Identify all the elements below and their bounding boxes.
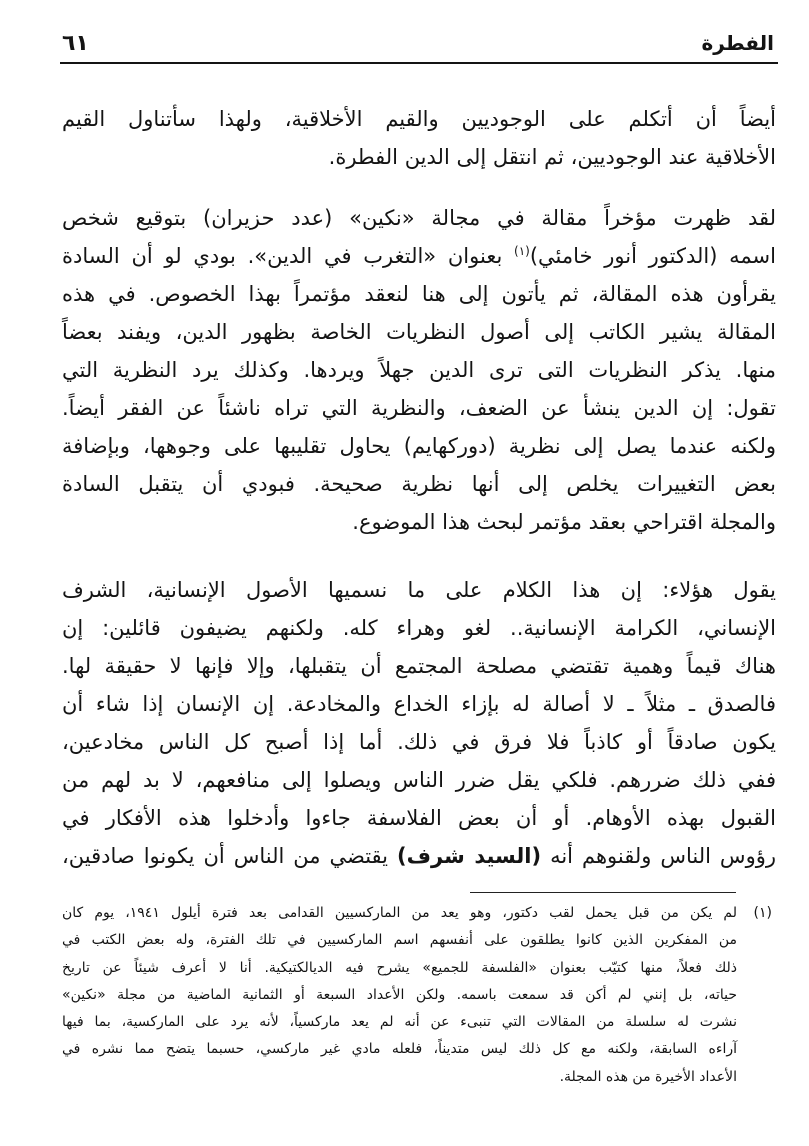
p1-line-1 (62, 100, 776, 138)
p3-line-2 (62, 609, 776, 647)
line-segment: اسمه (الدكتور أنور خامئي) (529, 244, 776, 268)
line-segment: رؤوس الناس ولقنوهم أنه (541, 844, 776, 868)
p2-line-6 (62, 389, 776, 427)
running-header (62, 26, 774, 60)
p3-line-8 (62, 837, 776, 875)
footnote-separator (470, 892, 736, 893)
p3-line-4 (62, 685, 776, 723)
p2-line-1 (62, 199, 776, 237)
line-text: بعض التغييرات يخلص إلى أنها نظرية صحيحة. فبودي أن يتقبل السادة (62, 472, 776, 496)
footnote-line-3 (62, 955, 737, 982)
p2-line-8 (62, 465, 776, 503)
line-text: نشرت له سلسلة من المقالات التي تنبىء عن أنه لم يعد ماركسياً، لأنه يرد على الماركسية، بما فيها (62, 1014, 737, 1031)
paragraph-2 (62, 199, 776, 541)
paragraph-1 (62, 100, 776, 176)
line-text: الأخلاقية عند الوجوديين، ثم انتقل إلى الدين الفطرة. (328, 145, 776, 169)
line-text: يقرأون هذه المقالة، ثم يأتون إلى هنا لنعقد مؤتمراً بهذا الخصوص. في هذه (62, 282, 776, 306)
footnote-reference: (١) (514, 244, 530, 258)
line-text: والمجلة اقتراحي بعقد مؤتمر لبحث هذا الموضوع. (352, 510, 776, 534)
p2-line-2 (62, 237, 776, 275)
line-text: آراءه السابقة، ولكنه مع كل ذلك ليس متديناً، فلعله مادي غير ماركسي، حسبما يتضح مما نشره في (62, 1041, 737, 1058)
line-text: ولكنه عندما يصل إلى نظرية (دوركهايم) يحاول تقليبها على وجوهها، وبإضافة (62, 434, 776, 458)
line-text: يقول هؤلاء: إن هذا الكلام على ما نسميها الأصول الإنسانية، الشرف (62, 578, 776, 602)
paragraph-3 (62, 571, 776, 875)
line-segment: بعنوان «التغرب في الدين». بودي لو أن السادة (62, 244, 515, 268)
p2-line-4 (62, 313, 776, 351)
p3-line-5 (62, 723, 776, 761)
footnote (62, 900, 737, 1091)
line-text: لقد ظهرت مؤخراً مقالة في مجالة «نكين» (عدد حزيران) بتوقيع شخص (62, 206, 776, 230)
line-text (62, 844, 776, 868)
page-number: ٦١ (62, 30, 89, 56)
p2-line-7 (62, 427, 776, 465)
footnote-line-6 (62, 1036, 737, 1063)
line-text: حياته، بل إنني لم أكن قد سمعت باسمه. ولكن الأعداد السبعة أو الثمانية الماضية من مجلة «نكين» (62, 986, 737, 1003)
p3-line-3 (62, 647, 776, 685)
p3-line-6 (62, 761, 776, 799)
line-text: الإنساني، الكرامة الإنسانية.. لغو وهراء كله. ولكنهم يضيفون قائلين: إن (62, 616, 776, 640)
line-text: فالصدق ـ مثلاً ـ لا أصالة له بإزاء الخداع والمخادعة. إن الإنسان إذا شاء أن (62, 692, 776, 716)
line-text: من المفكرين الذين كانوا يطلقون على أنفسهم اسم الماركسيين في تلك الفترة، وله بعض الكتب في (62, 932, 737, 949)
footnote-line-5 (62, 1009, 737, 1036)
footnote-line-4 (62, 982, 737, 1009)
line-text: أيضاً أن أتكلم على الوجوديين والقيم الأخلاقية، ولهذا سأتناول القيم (62, 107, 776, 131)
line-text: هناك قيماً وهمية تقتضي مصلحة المجتمع أن يتقبلها، وإلا فإنها لا حقيقة لها. (62, 654, 776, 678)
footnote-line-2 (62, 927, 737, 954)
p2-line-5 (62, 351, 776, 389)
line-text: لم يكن من قبل يحمل لقب دكتور، وهو يعد من الماركسيين القدامى بعد فترة أيلول ١٩٤١، يوم كان (62, 905, 737, 921)
footnote-line-7 (62, 1064, 737, 1091)
line-text (62, 244, 776, 268)
p1-line-2 (62, 138, 776, 176)
line-text: المقالة يشير الكاتب إلى أصول النظريات الخاصة بظهور الدين، ويفند بعضاً (62, 320, 776, 344)
line-text: القبول بهذه الأوهام. أو أن بعض الفلاسفة جاءوا وأدخلوا هذه الأفكار في (62, 806, 776, 830)
p2-line-9 (62, 503, 776, 541)
bold-phrase: (السيد شرف) (397, 844, 542, 868)
header-rule (60, 62, 778, 64)
p3-line-1 (62, 571, 776, 609)
line-text: تقول: إن الدين ينشأ عن الضعف، والنظرية التي تراه ناشئاً عن الفقر أيضاً. (62, 396, 776, 420)
line-text: ففي ذلك ضررهم. فلكي يقل ضرر الناس ويصلوا إلى منافعهم، لا بد لهم من (62, 768, 776, 792)
p2-line-3 (62, 275, 776, 313)
line-segment: يقتضي من الناس أن يكونوا صادقين، (62, 844, 398, 868)
p3-line-7 (62, 799, 776, 837)
line-text: منها. يذكر النظريات التى ترى الدين جهلاً ويردها. وكذلك يرد النظرية التي (62, 358, 776, 382)
line-text: ذلك فعلاً، منها كتيّب بعنوان «الفلسفة للجميع» يشرح فيه الديالكتيكية. أنا لا أعرف شيئاً عن تاريخ (62, 959, 737, 976)
footnote-line-1 (62, 900, 737, 927)
footnote-marker: (١) (753, 905, 772, 921)
chapter-title: الفطرة (701, 31, 774, 55)
line-text: الأعداد الأخيرة من هذه المجلة. (559, 1068, 737, 1085)
line-text: يكون صادقاً أو كاذباً فلا فرق في ذلك. أما إذا أصبح كل الناس مخادعين، (62, 730, 776, 754)
